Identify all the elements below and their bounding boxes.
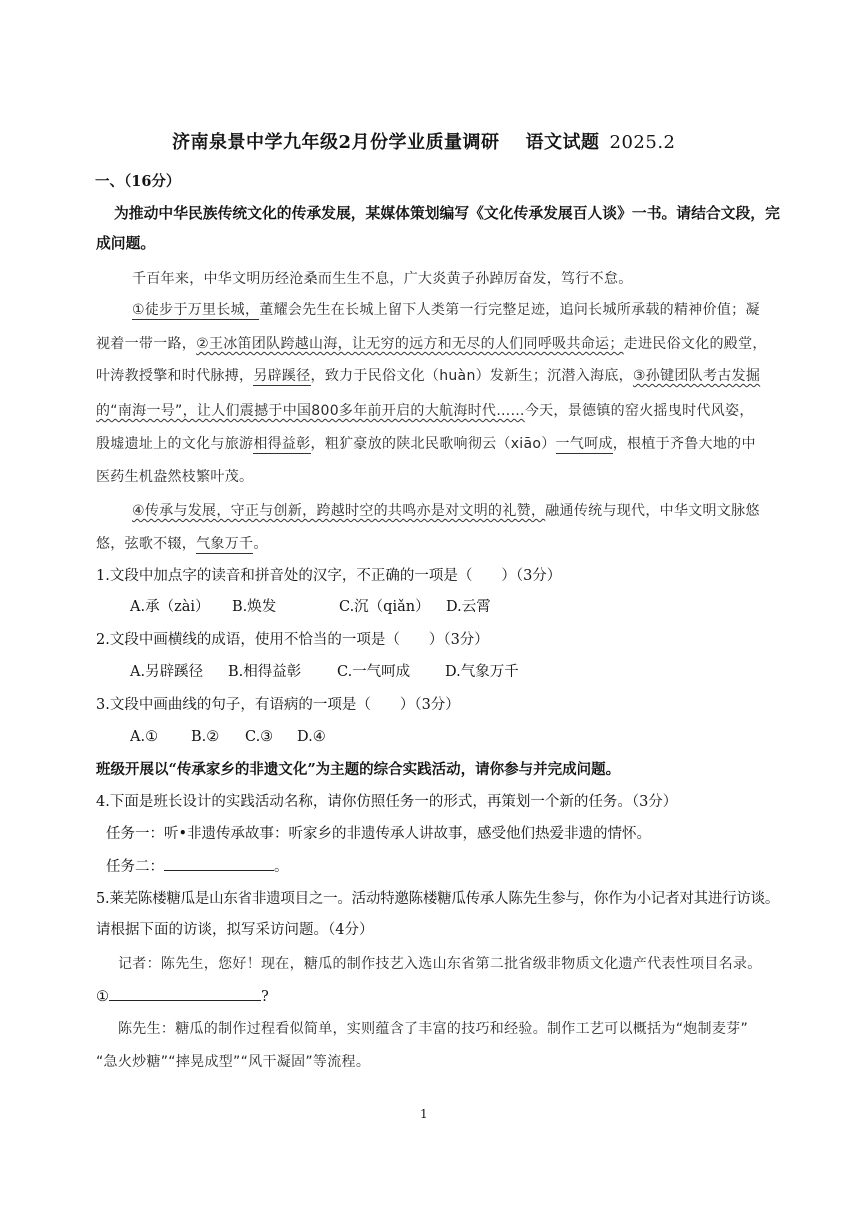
passage-text: ，致力于民俗文化（huàn）发新生；沉潜入海底， — [310, 368, 633, 384]
passage-line-4 — [96, 401, 754, 421]
question-4-stem: 4.下面是班长设计的实践活动名称，请你仿照任务一的形式，再策划一个新的任务。（3分） — [96, 794, 678, 810]
passage-text: 董耀会先生在长城上留下人类第一行完整足迹，追问长城所承载的精神价值； — [259, 302, 746, 318]
q5-blank-1 — [96, 986, 269, 1007]
passage-text: 今天，景德镇的窑火摇曳时代风姿， — [524, 403, 754, 419]
passage-text: 视着一带一路， — [96, 336, 197, 352]
q3-option-c[interactable]: C.③ — [245, 729, 274, 745]
question-5-stem-2: 请根据下面的访谈，拟写采访问题。（4分） — [96, 922, 374, 938]
passage-line-6: 医药生机盎然枝繁叶茂。 — [96, 469, 254, 485]
idiom-qi-xiang-wan-qian: 气象万千 — [196, 536, 254, 552]
blank-1-end: ? — [261, 989, 269, 1005]
passage-line-1 — [132, 300, 760, 320]
q2-option-a[interactable]: A.另辟蹊径 — [130, 664, 204, 680]
q5-reporter-line: 记者：陈先生，您好！现在，糖瓜的制作技艺入选山东省第二批省级非物质文化遗产代表性项目名录。 — [118, 956, 762, 972]
idiom-ling-pi-xi-jing: 另辟蹊径 — [253, 368, 311, 384]
q2-option-d[interactable]: D.气象万千 — [445, 664, 519, 680]
phrase-great-wall: ①徒步于万里长城， — [132, 302, 260, 318]
passage-text: ，根植于齐鲁大地的中 — [612, 436, 756, 452]
question-1-stem: 1.文段中加点字的读音和拼音处的汉字，不正确的一项是（ ）（3分） — [96, 568, 562, 584]
page-number: 1 — [420, 1107, 428, 1121]
passage-text: ，粗犷豪放的陕北民歌响彻云（xiāo） — [310, 436, 556, 452]
question-5-stem-1: 5.莱芜陈楼糖瓜是山东省非遗项目之一。活动特邀陈楼糖瓜传承人陈先生参与，你作为小记者对其进行访谈。 — [96, 891, 780, 907]
title-date: 2025.2 — [609, 132, 676, 153]
idiom-yi-qi-he-cheng: 一气呵成 — [555, 436, 613, 452]
q5-chen-line-2: “急火炒糖”“摔晃成型”“风干凝固”等流程。 — [96, 1054, 371, 1070]
title-main: 济南泉景中学九年级2月份学业质量调研 — [172, 132, 500, 153]
question-2-stem: 2.文段中画横线的成语，使用不恰当的一项是（ ）（3分） — [96, 632, 489, 648]
q3-option-a[interactable]: A.① — [130, 729, 159, 745]
q3-option-b[interactable]: B.② — [191, 729, 220, 745]
blank-1-label: ① — [96, 989, 109, 1005]
q1-option-c[interactable]: C.沉（qiǎn） — [339, 599, 430, 615]
task-2-end: 。 — [274, 859, 289, 875]
section-label: 一、（16分） — [95, 173, 181, 190]
q1-option-a[interactable]: A.承（zài） — [130, 599, 210, 615]
sentence-3-start: ③孙键团队考古发掘 — [632, 368, 761, 384]
passage-text: 悠，弦歌不辍， — [96, 536, 197, 552]
sentence-4: ④传承与发展，守正与创新，跨越时空的共鸣亦是对文明的礼赞， — [132, 503, 546, 519]
q2-option-c[interactable]: C.一气呵成 — [337, 664, 411, 680]
passage-p1: 千百年来，中华文明历经沧桑而生生不息，广大炎黄子孙踔厉奋发，笃行不怠。 — [132, 271, 633, 287]
exam-title — [172, 133, 676, 153]
passage-line-3 — [96, 366, 760, 386]
idiom-xiang-de-yi-zhang: 相得益彰 — [253, 436, 311, 452]
title-subject: 语文试题 — [525, 132, 600, 153]
passage-line-2 — [96, 334, 767, 354]
intro-line-2: 成问题。 — [96, 235, 156, 252]
sentence-3-end: 的“南海一号”，让人们震撼于中国800多年前开启的大航海时代…… — [96, 403, 525, 419]
task-2-answer-blank[interactable] — [164, 856, 274, 871]
passage-text: 。 — [253, 536, 268, 552]
interview-question-blank[interactable] — [109, 986, 261, 1001]
q1-option-d[interactable]: D.云霄 — [446, 599, 491, 615]
passage-text: 走进民俗文化的殿堂， — [623, 336, 767, 352]
passage-text: 凝 — [745, 302, 760, 318]
q4-task-2 — [106, 856, 289, 877]
q4-task-1: 任务一：听•非遗传承故事：听家乡的非遗传承人讲故事，感受他们热爱非遗的情怀。 — [106, 826, 652, 842]
passage-text: 殷墟遗址上的文化与旅游 — [96, 436, 254, 452]
q5-chen-line-1: 陈先生：糖瓜的制作过程看似简单，实则蕴含了丰富的技巧和经验。制作工艺可以概括为“炮制麦芽” — [118, 1021, 749, 1037]
q2-option-b[interactable]: B.相得益彰 — [228, 664, 302, 680]
passage-line-7 — [132, 501, 760, 521]
passage-text: 融通传统与现代，中华文明文脉悠 — [545, 503, 760, 519]
passage-line-5 — [96, 434, 756, 454]
sentence-2: ②王冰笛团队跨越山海，让无穷的远方和无尽的人们同呼吸共命运； — [196, 336, 624, 352]
passage-text: 叶涛教授擎和时代脉搏， — [96, 368, 254, 384]
intro-line-1: 为推动中华民族传统文化的传承发展，某媒体策划编写《文化传承发展百人谈》一书。请结合文段，完 — [114, 205, 780, 222]
passage-line-8 — [96, 534, 268, 554]
question-3-stem: 3.文段中画曲线的句子，有语病的一项是（ ）（3分） — [96, 697, 460, 713]
activity-intro: 班级开展以“传承家乡的非遗文化”为主题的综合实践活动，请你参与并完成问题。 — [96, 761, 621, 778]
q1-option-b[interactable]: B.焕发 — [232, 599, 277, 615]
task-2-label: 任务二： — [106, 859, 164, 875]
q3-option-d[interactable]: D.④ — [297, 729, 326, 745]
